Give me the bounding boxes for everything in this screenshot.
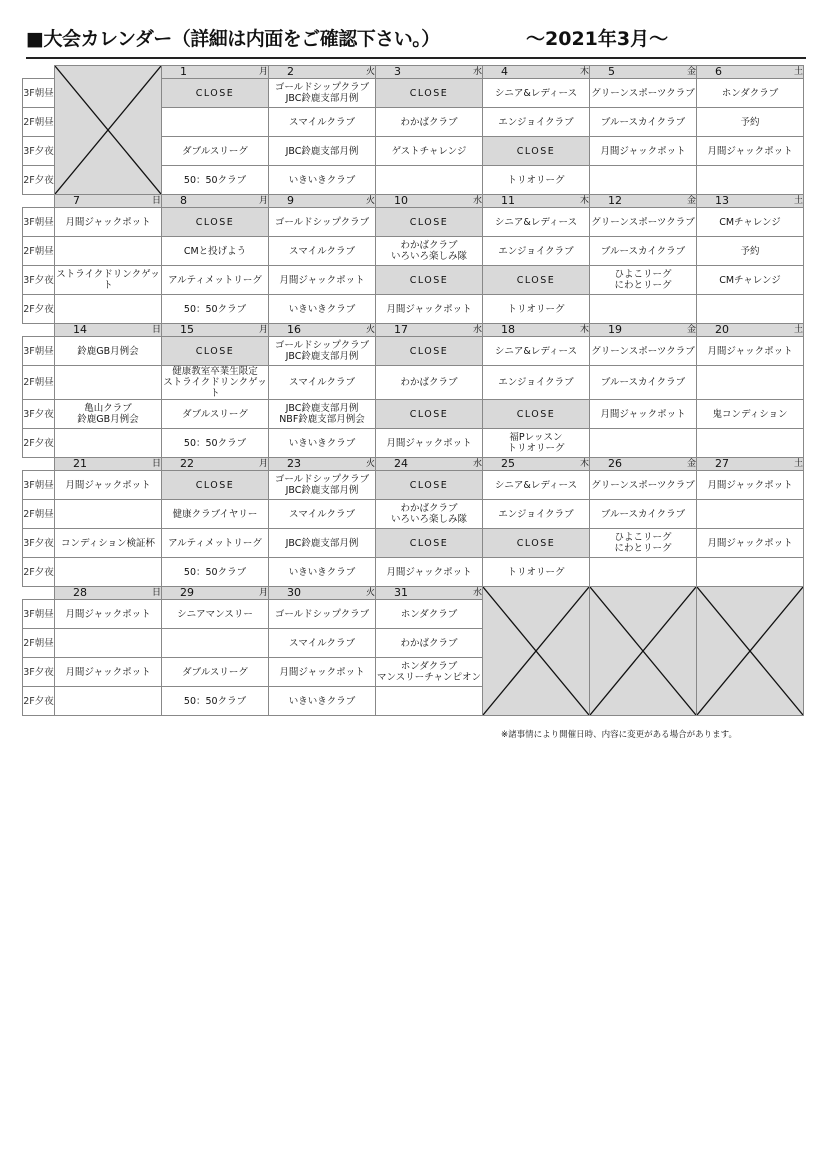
slot-label: 2F夕夜 <box>23 558 55 587</box>
event-slot: 亀山クラブ 鈴鹿GB月例会 <box>55 400 162 429</box>
weekday-label: 金 <box>686 67 696 77</box>
event-slot <box>697 500 804 529</box>
day-number: 9 <box>287 194 294 207</box>
slot-label: 3F朝昼 <box>23 337 55 366</box>
event-slot <box>697 166 804 195</box>
day-header <box>376 66 483 79</box>
day-number: 24 <box>394 457 408 470</box>
closed-slot: CLOSE <box>483 137 590 166</box>
calendar-table <box>22 65 804 716</box>
event-slot: スマイルクラブ <box>269 366 376 400</box>
event-slot: グリーンスポーツクラブ <box>590 471 697 500</box>
event-slot: いきいきクラブ <box>269 558 376 587</box>
day-number: 5 <box>608 65 615 78</box>
day-number: 28 <box>73 586 87 599</box>
week-header-row <box>23 324 804 337</box>
day-number: 17 <box>394 323 408 336</box>
event-slot <box>55 500 162 529</box>
slot-label: 3F朝昼 <box>23 471 55 500</box>
event-slot: ブルースカイクラブ <box>590 108 697 137</box>
weekday-label: 土 <box>793 459 803 469</box>
event-slot: シニア&レディース <box>483 337 590 366</box>
day-header <box>55 587 162 600</box>
event-slot: 月間ジャックポット <box>269 658 376 687</box>
day-number: 6 <box>715 65 722 78</box>
day-number: 7 <box>73 194 80 207</box>
weekday-label: 水 <box>472 196 482 206</box>
event-slot: エンジョイクラブ <box>483 237 590 266</box>
day-header <box>483 66 590 79</box>
row-label-spacer <box>23 587 55 600</box>
day-number: 16 <box>287 323 301 336</box>
event-slot: ホンダクラブ <box>376 600 483 629</box>
slot-label: 2F夕夜 <box>23 687 55 716</box>
row-label-spacer <box>23 66 55 79</box>
slot-row <box>23 558 804 587</box>
weekday-label: 月 <box>258 588 268 598</box>
day-header <box>697 66 804 79</box>
weekday-label: 火 <box>365 459 375 469</box>
event-slot: いきいきクラブ <box>269 166 376 195</box>
day-number: 12 <box>608 194 622 207</box>
slot-row <box>23 529 804 558</box>
event-slot: エンジョイクラブ <box>483 500 590 529</box>
closed-slot: CLOSE <box>376 400 483 429</box>
event-slot: シニア&レディース <box>483 471 590 500</box>
event-slot <box>590 166 697 195</box>
event-slot: いきいきクラブ <box>269 429 376 458</box>
event-slot: 健康教室卒業生限定 ストライクドリンクゲット <box>163 366 267 399</box>
closed-slot: CLOSE <box>162 471 269 500</box>
event-slot: グリーンスポーツクラブ <box>590 79 697 108</box>
day-header <box>483 195 590 208</box>
event-slot <box>55 687 162 716</box>
event-slot: トリオリーグ <box>483 295 590 324</box>
closed-slot: CLOSE <box>483 400 590 429</box>
event-slot: ゴールドシップクラブ <box>269 208 376 237</box>
slot-label: 3F朝昼 <box>23 79 55 108</box>
event-slot <box>55 237 162 266</box>
slot-row <box>23 337 804 366</box>
week-header-row <box>23 66 804 79</box>
event-slot: 月間ジャックポット <box>55 600 162 629</box>
empty-day-cell <box>697 587 804 716</box>
day-header <box>376 195 483 208</box>
day-number: 29 <box>180 586 194 599</box>
slot-label: 2F朝昼 <box>23 500 55 529</box>
closed-slot: CLOSE <box>162 208 269 237</box>
slot-label: 2F朝昼 <box>23 237 55 266</box>
day-header <box>483 324 590 337</box>
slot-label: 3F夕夜 <box>23 658 55 687</box>
event-slot: ブルースカイクラブ <box>590 366 697 400</box>
event-slot <box>162 629 269 658</box>
event-slot: いきいきクラブ <box>269 295 376 324</box>
day-header <box>269 324 376 337</box>
event-slot: 予約 <box>697 237 804 266</box>
weekday-label: 土 <box>793 325 803 335</box>
slot-label: 3F夕夜 <box>23 529 55 558</box>
closed-slot: CLOSE <box>162 79 269 108</box>
weekday-label: 日 <box>151 196 161 206</box>
day-header <box>590 458 697 471</box>
day-header <box>376 587 483 600</box>
event-slot: 月間ジャックポット <box>376 558 483 587</box>
closed-slot: CLOSE <box>483 529 590 558</box>
event-slot <box>590 429 697 458</box>
day-header <box>55 195 162 208</box>
closed-slot: CLOSE <box>376 337 483 366</box>
event-slot: ゴールドシップクラブ <box>269 600 376 629</box>
event-slot: わかばクラブ <box>376 108 483 137</box>
event-slot <box>590 558 697 587</box>
weekday-label: 日 <box>151 459 161 469</box>
event-slot: ひよこリーグ にわとリーグ <box>590 266 697 295</box>
day-header <box>162 66 269 79</box>
event-slot: ゲストチャレンジ <box>376 137 483 166</box>
day-number: 31 <box>394 586 408 599</box>
slot-label: 3F朝昼 <box>23 600 55 629</box>
slot-label: 2F朝昼 <box>23 108 55 137</box>
event-slot <box>162 108 269 137</box>
event-slot: わかばクラブ いろいろ楽しみ隊 <box>376 237 483 266</box>
day-header <box>269 195 376 208</box>
event-slot: JBC鈴鹿支部月例 NBF鈴鹿支部月例会 <box>269 400 376 429</box>
event-slot <box>376 166 483 195</box>
event-slot: アルティメットリーグ <box>162 266 269 295</box>
event-slot: トリオリーグ <box>483 558 590 587</box>
event-slot: スマイルクラブ <box>269 500 376 529</box>
event-slot: ホンダクラブ <box>697 79 804 108</box>
event-slot: 月間ジャックポット <box>55 471 162 500</box>
event-slot: 月間ジャックポット <box>697 337 804 366</box>
day-number: 4 <box>501 65 508 78</box>
event-slot <box>55 558 162 587</box>
event-slot <box>376 687 483 716</box>
closed-slot: CLOSE <box>483 266 590 295</box>
event-slot: 月間ジャックポット <box>376 429 483 458</box>
slot-row <box>23 400 804 429</box>
slot-row <box>23 237 804 266</box>
slot-label: 3F夕夜 <box>23 137 55 166</box>
event-slot <box>55 629 162 658</box>
weekday-label: 金 <box>686 459 696 469</box>
weekday-label: 水 <box>472 459 482 469</box>
day-header <box>483 458 590 471</box>
day-number: 14 <box>73 323 87 336</box>
day-header <box>269 587 376 600</box>
event-slot: グリーンスポーツクラブ <box>590 337 697 366</box>
event-slot <box>697 429 804 458</box>
event-slot: シニアマンスリー <box>162 600 269 629</box>
event-slot <box>55 295 162 324</box>
slot-label: 2F朝昼 <box>23 366 55 400</box>
day-header <box>162 587 269 600</box>
slot-label: 2F朝昼 <box>23 629 55 658</box>
event-slot: JBC鈴鹿支部月例 <box>269 137 376 166</box>
event-slot: ダブルスリーグ <box>162 658 269 687</box>
closed-slot: CLOSE <box>162 337 269 366</box>
weekday-label: 水 <box>472 67 482 77</box>
page-title: ■大会カレンダー（詳細は内面をご確認下さい。） <box>26 28 440 50</box>
event-slot <box>697 558 804 587</box>
event-slot: 月間ジャックポット <box>376 295 483 324</box>
event-slot: スマイルクラブ <box>269 108 376 137</box>
event-slot: CMチャレンジ <box>697 266 804 295</box>
closed-slot: CLOSE <box>376 266 483 295</box>
slot-row <box>23 471 804 500</box>
day-header <box>55 458 162 471</box>
weekday-label: 水 <box>472 325 482 335</box>
day-number: 1 <box>180 65 187 78</box>
week-header-row <box>23 195 804 208</box>
day-header <box>697 458 804 471</box>
event-slot: 50：50クラブ <box>162 295 269 324</box>
event-slot: スマイルクラブ <box>269 629 376 658</box>
event-slot: 月間ジャックポット <box>697 529 804 558</box>
weekday-label: 火 <box>365 196 375 206</box>
weekday-label: 木 <box>579 325 589 335</box>
day-header <box>55 324 162 337</box>
slot-label: 3F朝昼 <box>23 208 55 237</box>
event-slot: ゴールドシップクラブ JBC鈴鹿支部月例 <box>269 471 376 500</box>
day-header <box>590 195 697 208</box>
weekday-label: 月 <box>258 459 268 469</box>
event-slot: CMと投げよう <box>162 237 269 266</box>
event-slot: ホンダクラブ マンスリーチャンピオン <box>376 658 483 687</box>
slot-row <box>23 266 804 295</box>
header <box>26 24 806 54</box>
event-slot: ひよこリーグ にわとリーグ <box>590 529 697 558</box>
day-number: 10 <box>394 194 408 207</box>
event-slot: 月間ジャックポット <box>269 266 376 295</box>
event-slot: エンジョイクラブ <box>483 366 590 400</box>
day-number: 15 <box>180 323 194 336</box>
event-slot: 健康クラブイヤリー <box>162 500 269 529</box>
empty-day-cell <box>55 66 162 195</box>
event-slot: 50：50クラブ <box>162 166 269 195</box>
event-slot: ストライクドリンクゲット <box>55 266 162 295</box>
empty-day-cell <box>590 587 697 716</box>
slot-label: 2F夕夜 <box>23 166 55 195</box>
event-slot: 月間ジャックポット <box>697 137 804 166</box>
day-number: 22 <box>180 457 194 470</box>
event-slot: 月間ジャックポット <box>55 208 162 237</box>
weekday-label: 土 <box>793 67 803 77</box>
event-slot <box>55 429 162 458</box>
weekday-label: 木 <box>579 459 589 469</box>
event-slot: グリーンスポーツクラブ <box>590 208 697 237</box>
weekday-label: 火 <box>365 588 375 598</box>
slot-label: 3F夕夜 <box>23 266 55 295</box>
event-slot: シニア&レディース <box>483 79 590 108</box>
slot-row <box>23 366 804 400</box>
event-slot: 50：50クラブ <box>162 429 269 458</box>
weekday-label: 金 <box>686 325 696 335</box>
event-slot: トリオリーグ <box>483 166 590 195</box>
event-slot: 50：50クラブ <box>162 558 269 587</box>
day-number: 13 <box>715 194 729 207</box>
weekday-label: 木 <box>579 196 589 206</box>
day-header <box>590 66 697 79</box>
event-slot: 月間ジャックポット <box>590 400 697 429</box>
event-slot <box>590 295 697 324</box>
row-label-spacer <box>23 458 55 471</box>
footnote: ※諸事情により開催日時、内容に変更がある場合があります。 <box>501 730 737 740</box>
event-slot: 月間ジャックポット <box>55 658 162 687</box>
event-slot: わかばクラブ <box>376 366 483 400</box>
day-header <box>697 324 804 337</box>
week-header-row <box>23 587 804 600</box>
event-slot: ゴールドシップクラブ JBC鈴鹿支部月例 <box>269 337 376 366</box>
day-header <box>590 324 697 337</box>
weekday-label: 月 <box>258 196 268 206</box>
weekday-label: 月 <box>258 67 268 77</box>
event-slot: エンジョイクラブ <box>483 108 590 137</box>
day-number: 26 <box>608 457 622 470</box>
day-header <box>376 324 483 337</box>
weekday-label: 日 <box>151 325 161 335</box>
day-number: 8 <box>180 194 187 207</box>
day-number: 27 <box>715 457 729 470</box>
event-slot: CMチャレンジ <box>697 208 804 237</box>
event-slot: JBC鈴鹿支部月例 <box>269 529 376 558</box>
event-slot: スマイルクラブ <box>269 237 376 266</box>
event-slot: シニア&レディース <box>483 208 590 237</box>
closed-slot: CLOSE <box>376 529 483 558</box>
slot-row <box>23 208 804 237</box>
event-slot: ダブルスリーグ <box>162 137 269 166</box>
day-number: 18 <box>501 323 515 336</box>
weekday-label: 火 <box>365 67 375 77</box>
event-slot: 月間ジャックポット <box>697 471 804 500</box>
event-slot: コンディション検証杯 <box>55 529 162 558</box>
weekday-label: 土 <box>793 196 803 206</box>
weekday-label: 月 <box>258 325 268 335</box>
event-slot: 鬼コンディション <box>697 400 804 429</box>
event-slot: 月間ジャックポット <box>590 137 697 166</box>
day-number: 11 <box>501 194 515 207</box>
row-label-spacer <box>23 324 55 337</box>
weekday-label: 水 <box>472 588 482 598</box>
weekday-label: 金 <box>686 196 696 206</box>
slot-row <box>23 429 804 458</box>
event-slot: 予約 <box>697 108 804 137</box>
event-slot: アルティメットリーグ <box>162 529 269 558</box>
closed-slot: CLOSE <box>376 208 483 237</box>
event-slot: ゴールドシップクラブ JBC鈴鹿支部月例 <box>269 79 376 108</box>
day-header <box>376 458 483 471</box>
event-slot: ダブルスリーグ <box>162 400 269 429</box>
event-slot <box>697 366 804 400</box>
day-header <box>269 458 376 471</box>
slot-row <box>23 295 804 324</box>
event-slot: ブルースカイクラブ <box>590 500 697 529</box>
day-number: 25 <box>501 457 515 470</box>
slot-label: 2F夕夜 <box>23 295 55 324</box>
event-slot: わかばクラブ いろいろ楽しみ隊 <box>376 500 483 529</box>
event-slot: ブルースカイクラブ <box>590 237 697 266</box>
day-number: 19 <box>608 323 622 336</box>
day-header <box>162 458 269 471</box>
event-slot: わかばクラブ <box>376 629 483 658</box>
day-header <box>162 195 269 208</box>
row-label-spacer <box>23 195 55 208</box>
event-slot: 50：50クラブ <box>162 687 269 716</box>
empty-day-cell <box>483 587 590 716</box>
title-underline <box>26 57 806 59</box>
slot-label: 2F夕夜 <box>23 429 55 458</box>
day-header <box>162 324 269 337</box>
event-slot: いきいきクラブ <box>269 687 376 716</box>
weekday-label: 木 <box>579 67 589 77</box>
day-number: 3 <box>394 65 401 78</box>
day-number: 21 <box>73 457 87 470</box>
event-slot: 福Pレッスン トリオリーグ <box>483 429 590 458</box>
day-number: 30 <box>287 586 301 599</box>
day-number: 23 <box>287 457 301 470</box>
event-slot: 鈴鹿GB月例会 <box>55 337 162 366</box>
week-header-row <box>23 458 804 471</box>
event-slot <box>697 295 804 324</box>
day-header <box>697 195 804 208</box>
month-label: ～2021年3月～ <box>526 28 669 50</box>
day-number: 2 <box>287 65 294 78</box>
day-number: 20 <box>715 323 729 336</box>
closed-slot: CLOSE <box>376 471 483 500</box>
closed-slot: CLOSE <box>376 79 483 108</box>
weekday-label: 日 <box>151 588 161 598</box>
weekday-label: 火 <box>365 325 375 335</box>
slot-label: 3F夕夜 <box>23 400 55 429</box>
event-slot <box>55 366 162 400</box>
slot-row <box>23 500 804 529</box>
day-header <box>269 66 376 79</box>
